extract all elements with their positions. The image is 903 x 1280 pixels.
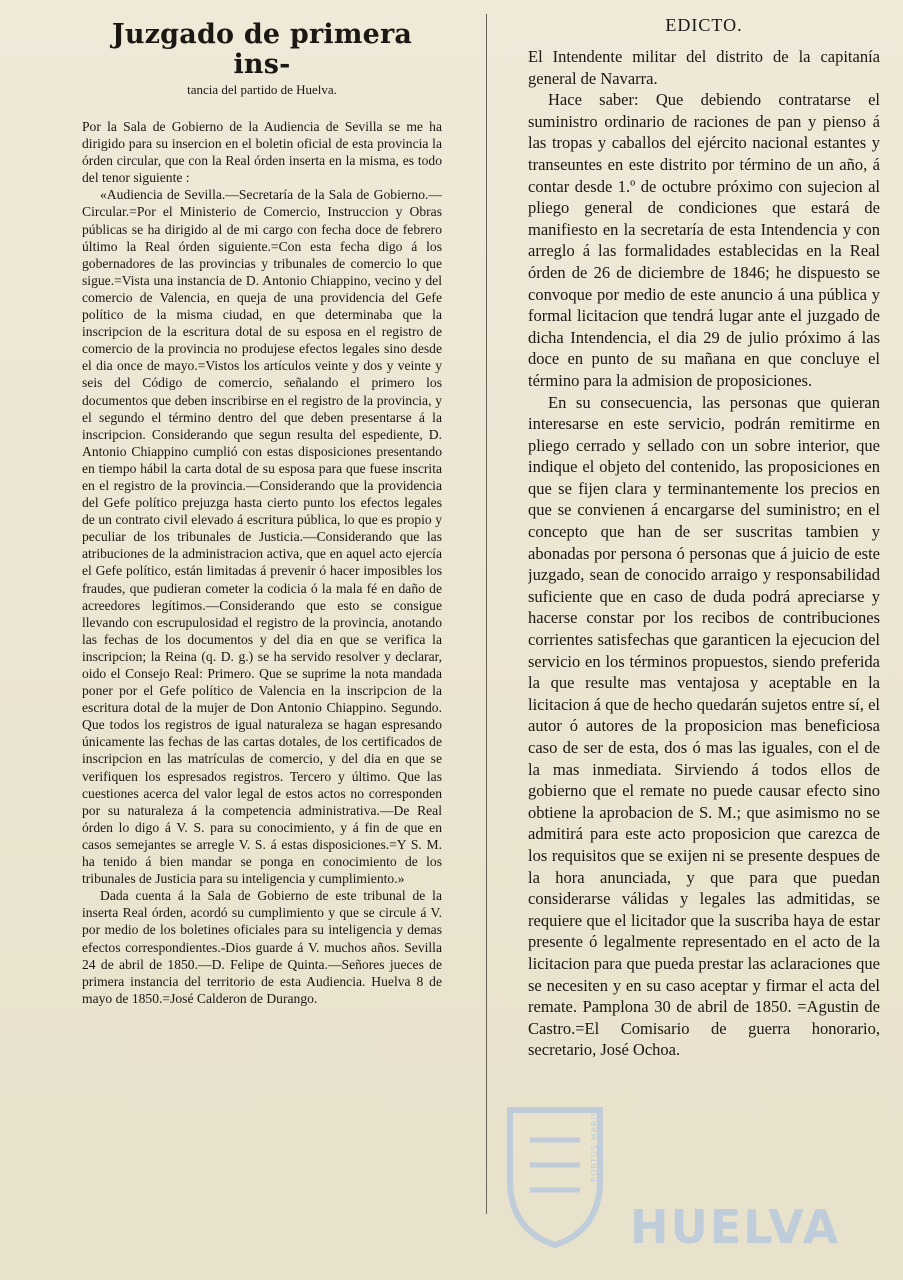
right-column [528, 14, 880, 1220]
court-notice-paragraph: «Audiencia de Sevilla.—Secretaría de la Sala de Gobierno.—Circular.=Por el Ministerio de Comercio, Instruccion y Obras públicas se ha dirigido al de mi cargo con fecha doce de febrero último la Real órden siguiente.=Con esta fecha digo á los gobernadores de las provincias y tribunales de comercio lo que sigue.=Vista una instancia de D. Antonio Chiappino, vecino y del comercio de Valencia, en queja de una providencia del Gefe político de la misma ciudad, en que determinaba que la inscripcion de la escritura dotal de su esposa en el registro de comercio de la provincia no produjese efectos legales sino desde el dia once de mayo.=Vistos los artículos veinte y dos y veinte y seis del Código de comercio, señalando el primero los documentos que deben inscribirse en el registro de la provincia, y el segundo el término dentro del que deben presentarse á la inscripcion. Considerando que segun resulta del espediente, D. Antonio Chiappino cumplió con estas disposiciones presentando en tiempo hábil la carta dotal de su esposa para que fuese inscrita en el registro de la provincia.—Considerando que la providencia del Gefe político prejuzga hasta cierto punto los efectos legales de un contrato civil elevado á escritura pública, lo que es propio y peculiar de los tribunales de Justicia.—Considerando que las atribuciones de la administracion activa, que en aquel acto ejercía el Gefe político, están limitadas á prevenir ó hacer imposibles los fraudes, que pudieran cometer la codicia ó la mala fé en daño de acreedores legítimos.—Considerando que esto se consigue llevando con escrupulosidad el registro de la provincia, anotando las fechas de los documentos y del dia en que se verifica la inscripcion; la Reina (q. D. g.) se ha servido resolver y declarar, oido el Consejo Real: Primero. Que se suprime la nota mandada poner por el Gefe político de Valencia en la inscripcion de la escritura dotal de la mujer de Don Antonio Chiappino. Segundo. Que todos los registros de igual naturaleza se hagan espresando únicamente las fechas de las cartas dotales, de los certificados de inscripcion en las matrículas de comercio, y del dia en que se verifiquen los espresados registros. Tercero y último. Que las cuestiones acerca del valor legal de estos actos no corresponden por su naturaleza á la competencia administrativa.—De Real órden lo digo á V. S. para su conocimiento, y á fin de que en casos semejantes se arregle V. S. á estas disposiciones.=Y S. M. ha tenido á bien mandar se ponga en conocimiento de los tribunales de Justicia para su inteligencia y cumplimiento.» [82, 187, 442, 887]
court-notice-paragraph: Dada cuenta á la Sala de Gobierno de este tribunal de la inserta Real órden, acordó su cumplimiento y que se circule á V. por medio de los boletines oficiales para su inteligencia y demas efectos correspondientes.-Dios guarde á V. muchos años. Sevilla 24 de abril de 1850.—D. Felipe de Quinta.—Señores jueces de primera instancia del territorio de esta Audiencia. Huelva 8 de mayo de 1850.=José Calderon de Durango. [82, 888, 442, 1006]
archive-watermark [500, 1090, 890, 1260]
court-subtitle: tancia del partido de Huelva. [187, 82, 337, 97]
edict-paragraph: El Intendente militar del distrito de la capitanía general de Navarra. [528, 47, 880, 88]
court-title: Juzgado de primera ins- [111, 19, 413, 80]
watermark-text: HUELVA [630, 1200, 841, 1254]
edict-paragraph: Hace saber: Que debiendo contratarse el suministro ordinario de raciones de pan y pienso á las tropas y caballos del ejército nacional estantes y transeuntes en este distrito por término de un año, á contar desde 1.º de octubre próximo con sujecion al pliego general de condiciones que estará de manifiesto en la secretaría de esta Intendencia y con arreglo á las formalidades establecidas en la Real órden de 26 de diciembre de 1846; he dispuesto se convoque por medio de este anuncio á una pública y formal licitacion que tendrá lugar ante el juzgado de dicha Intendencia, el dia 29 de julio próximo á las doce en punto de su mañana en que concluye el término para la admision de proposiciones. [528, 90, 880, 390]
edict-heading: EDICTO. [665, 15, 743, 35]
edict-body [528, 46, 880, 1061]
court-notice-paragraph: Por la Sala de Gobierno de la Audiencia de Sevilla se me ha dirigido para su insercion en el boletin oficial de esta provincia la órden circular, que con la Real órden inserta en la misma, es todo del tenor siguiente : [82, 119, 442, 186]
left-column [82, 14, 442, 1220]
watermark-small-text: PORTUS MARIS [590, 1110, 599, 1182]
column-divider [486, 14, 487, 1214]
edict-paragraph: En su consecuencia, las personas que quieran interesarse en este servicio, podrán remitirme en pliego cerrado y sellado con un sobre interior, que indique el objeto del contenido, las proposiciones en que se fijen clara y terminantemente los precios en que se convienen á encargarse del suministro; en el concepto que han de ser suscritas tambien y abonadas por persona ó personas que á juicio de este juzgado, sean de conocido arraigo y responsabilidad suficiente que en caso de duda podrá apreciarse y hacerse constar por los recibos de contribuciones corrientes satisfechas que garanticen la ejecucion del servicio en los términos propuestos, siendo preferida la que resulte mas ventajosa y aceptable en la licitacion á que de hecho quedarán sujetos entre sí, el autor ó autores de la proposicion mas beneficiosa caso de ser de esta, dos ó mas las iguales, con el de la mas inmediata. Sirviendo á todos ellos de gobierno que el remate no puede causar efecto sino obtiene la aprobacion de S. M.; que asimismo no se admitirá para este acto proposicion que carezca de los requisitos que se exijen ni se presente despues de la hora anunciada, y que para que puedan considerarse válidas y legales las admitidas, se requiere que el licitador que la suscriba haya de estar presente ó legalmente representado en el acto de la licitacion para que pueda prestar las aclaraciones que se necesiten y en su caso aceptar y firmar el acta del remate. Pamplona 30 de abril de 1850. =Agustin de Castro.=El Comisario de guerra honorario, secretario, José Ochoa. [528, 392, 880, 1060]
court-notice-body [82, 118, 442, 1007]
